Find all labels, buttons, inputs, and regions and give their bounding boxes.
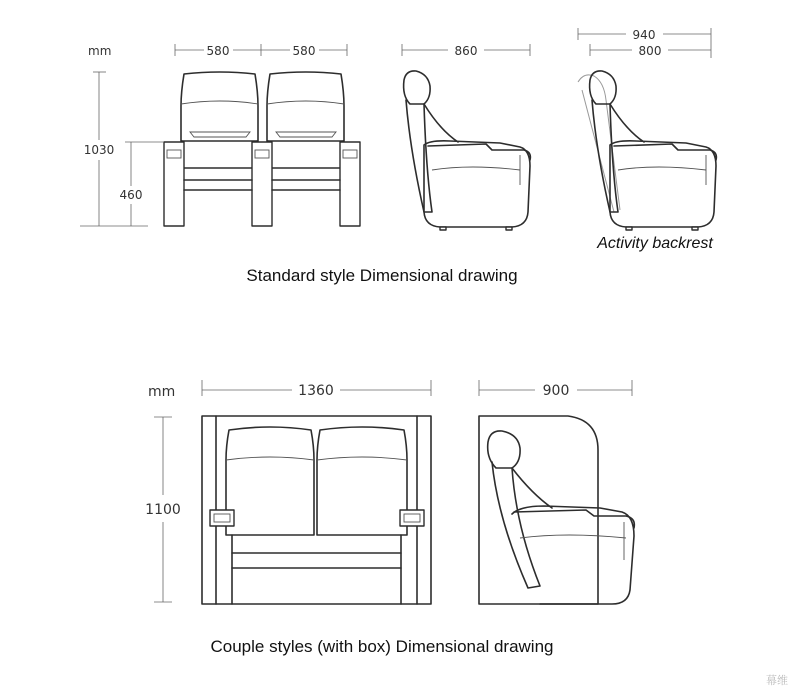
- standard-unit-label: mm: [88, 44, 112, 58]
- couple-front-view: [145, 380, 431, 604]
- standard-side-view: [402, 44, 530, 230]
- couple-caption: Couple styles (with box) Dimensional drawing: [210, 637, 554, 656]
- standard-caption: Standard style Dimensional drawing: [246, 266, 518, 285]
- dim-height-total: 1030: [83, 143, 115, 157]
- dim-couple-height: 1100: [145, 502, 181, 518]
- activity-backrest-view: [578, 28, 716, 252]
- dim-width-right: 580: [292, 44, 316, 58]
- standard-front-view: [80, 44, 360, 226]
- dim-activity-inner: 800: [638, 44, 662, 58]
- dim-activity-outer: 940: [632, 28, 656, 42]
- dim-couple-depth: 900: [542, 383, 570, 399]
- dim-side-depth: 860: [454, 44, 478, 58]
- dim-seat-height: 460: [119, 188, 143, 202]
- dim-couple-width: 1360: [298, 383, 334, 399]
- couple-unit-label: mm: [148, 384, 176, 400]
- watermark: 幕维: [766, 674, 788, 687]
- dim-width-left: 580: [206, 44, 230, 58]
- activity-backrest-label: Activity backrest: [597, 235, 713, 252]
- couple-side-view: [479, 380, 634, 604]
